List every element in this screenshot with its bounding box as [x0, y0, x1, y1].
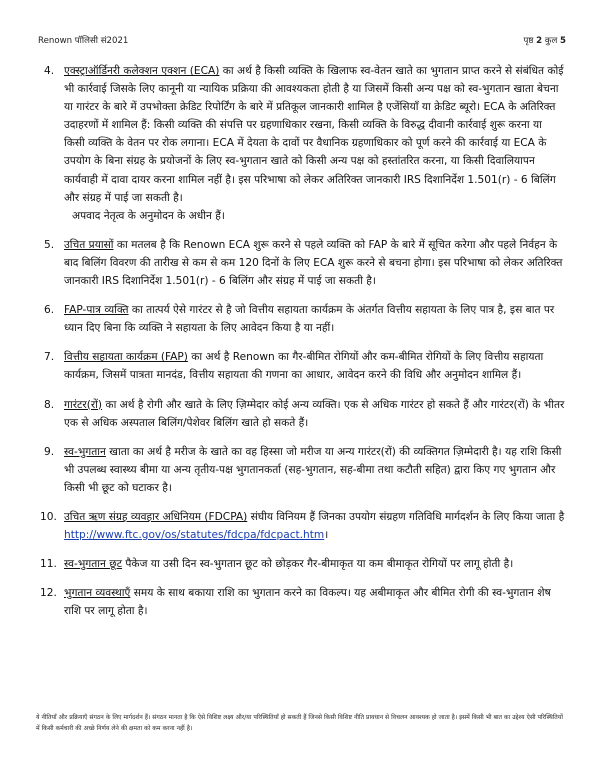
definition-item-12: 12. भुगतान व्यवस्थाएँ समय के साथ बकाया राशि का भुगतान करने का विकल्प। यह अबीमाकृत और बीमित रोगी की स्व-भुगतान शेष राशि पर लागू होता है।: [40, 587, 551, 618]
term-fap: वित्तीय सहायता कार्यक्रम (FAP): [64, 351, 188, 364]
definitions-list: [40, 62, 566, 631]
term-fap-eligible: FAP-पात्र व्यक्ति: [64, 304, 129, 317]
header-doc-title: Renown पॉलिसी सं2021: [38, 36, 129, 46]
footer-disclaimer: ये नीतियाँ और प्रक्रियाएँ संगठन के लिए मार्गदर्शन हैं। संगठन मानता है कि ऐसे विशिष्ट लक्ष्य और/या परिस्थितियाँ हो सकती हैं जिनसे किसी विशिष्ट नीति प्रावधान से विचलन आवश्यक हो जाता है। इसमें किसी भी बात का उद्देश्य ऐसी परिस्थितियों में किसी कर्मचारी की अच्छे निर्णय लेने की क्षमता को कम करना नहीं है।: [36, 714, 563, 732]
header-page-number: पृष्ठ 2 कुल 5: [523, 36, 566, 46]
definition-item-7: 7. वित्तीय सहायता कार्यक्रम (FAP) का अर्थ है Renown का गैर-बीमित रोगियों और कम-बीमित रोगियों के लिए वित्तीय सहायता कार्यक्रम, जिसमें पात्रता मानदंड, वित्तीय सहायता की गणना का आधार, आवेदन करने की विधि और अनुमोदन शामिल हैं।: [44, 351, 544, 382]
definition-item-6: 6. FAP-पात्र व्यक्ति का तात्पर्य ऐसे गारंटर से है जो वित्तीय सहायता कार्यक्रम के अंतर्गत वित्तीय सहायता के लिए पात्र है, इस बात पर ध्यान दिए बिना कि व्यक्ति ने सहायता के लिए आवेदन किया है या नहीं।: [44, 304, 555, 335]
definition-item-8: 8. गारंटर(रों) का अर्थ है रोगी और खाते के लिए ज़िम्मेदार कोई अन्य व्यक्ति। एक से अधिक गारंटर हो सकते हैं और गारंटर(रों) के भीतर एक से अधिक अस्पताल बिलिंग/पेशेवर बिलिंग खाते हो सकते हैं।: [44, 398, 565, 429]
term-eca: एक्स्ट्राऑर्डिनरी कलेक्शन एक्शन (ECA): [64, 65, 220, 77]
definition-item-11: 11. स्व-भुगतान छूट पैकेज या उसी दिन स्व-भुगतान छूट को छोड़कर गैर-बीमाकृत या कम बीमाकृत रोगियों पर लागू होती है।: [40, 558, 514, 571]
eca-exception-note: अपवाद नेतृत्व के अनुमोदन के अधीन हैं।: [72, 209, 225, 222]
definition-item-10: 10. उचित ऋण संग्रह व्यवहार अधिनियम (FDCPA) संघीय विनियम हैं जिनका उपयोग संग्रहण गतिविधि मार्गदर्शन के लिए किया जाता है http://www.ftc.gov/os/statutes/fdcpa/fdcpact.htm।: [40, 510, 565, 542]
term-self-pay-discount: स्व-भुगतान छूट: [64, 558, 123, 571]
current-page: 2: [536, 36, 543, 46]
fdcpa-link[interactable]: http://www.ftc.gov/os/statutes/fdcpa/fdcpact.htm: [64, 529, 325, 542]
term-reasonable-efforts: उचित प्रयासों: [64, 238, 114, 251]
definition-item-5: 5. उचित प्रयासों का मतलब है कि Renown ECA शुरू करने से पहले व्यक्ति को FAP के बारे में सूचित करेगा और पहले निर्वहन के बाद बिलिंग विवरण की तारीख से कम से कम 120 दिनों के लिए ECA शुरू करने से बचना होगा। इस परिभाषा को लेकर अतिरिक्त जानकारी IRS दिशानिर्देश 1.501(r) - 6 बिलिंग और संग्रह में पाई जा सकती है।: [44, 238, 563, 288]
term-self-pay: स्व-भुगतान: [64, 445, 106, 458]
definition-item-9: 9. स्व-भुगतान खाता का अर्थ है मरीज के खाते का वह हिस्सा जो मरीज या अन्य गारंटर(रों) की व्यक्तिगत ज़िम्मेदारी है। यह राशि किसी भी उपलब्ध स्वास्थ्य बीमा या अन्य तृतीय-पक्ष भुगतानकर्ता (सह-भुगतान, सह-बीमा तथा कटौती सहित) द्वारा किए गए भुगतान और किसी भी छूट को घटाकर है।: [44, 445, 562, 494]
term-payment-arrangements: भुगतान व्यवस्थाएँ: [64, 587, 131, 600]
definition-item-4: 4. एक्स्ट्राऑर्डिनरी कलेक्शन एक्शन (ECA) का अर्थ है किसी व्यक्ति के खिलाफ स्व-वेतन खाते का भुगतान प्राप्त करने से संबंधित कोई भी कार्रवाई जिसके लिए कानूनी या न्यायिक प्रक्रिया की आवश्यकता होती है या जिसमें किसी अन्य पक्ष को स्व-भुगतान खाता बेचना या गारंटर के बारे में उपभोक्ता क्रेडिट रिपोर्टिंग के बारे में प्रतिकूल जानकारी शामिल है एजेंसियाँ या क्रेडिट ब्यूरो। ECA के अतिरिक्त उदाहरणों में शामिल हैं: किसी व्यक्ति की संपत्ति पर ग्रहणाधिकार रखना, किसी व्यक्ति के विरुद्ध दीवानी कार्रवाई शुरू करना या किसी व्यक्ति के वेतन पर रोक लगाना। ECA में देयता के दावों पर वैधानिक ग्रहणाधिकार को पूर्ण करने की कार्रवाई या ECA के उपयोग के बिना संग्रह के प्रयोजनों के लिए स्व-भुगतान खाते को किसी अन्य पक्ष को हस्तांतरित करना, या किसी दिवालियापन कार्यवाही में दावा दायर करना शामिल नहीं है। इस परिभाषा को लेकर अतिरिक्त जानकारी IRS दिशानिर्देश 1.501(r) - 6 बिलिंग और संग्रह में पाई जा सकती है। अपवाद नेतृत्व के अनुमोदन के अधीन हैं।: [44, 62, 566, 225]
term-guarantor: गारंटर(रों): [64, 398, 103, 411]
total-pages: 5: [560, 36, 566, 46]
term-fdcpa: उचित ऋण संग्रह व्यवहार अधिनियम (FDCPA): [64, 510, 248, 523]
